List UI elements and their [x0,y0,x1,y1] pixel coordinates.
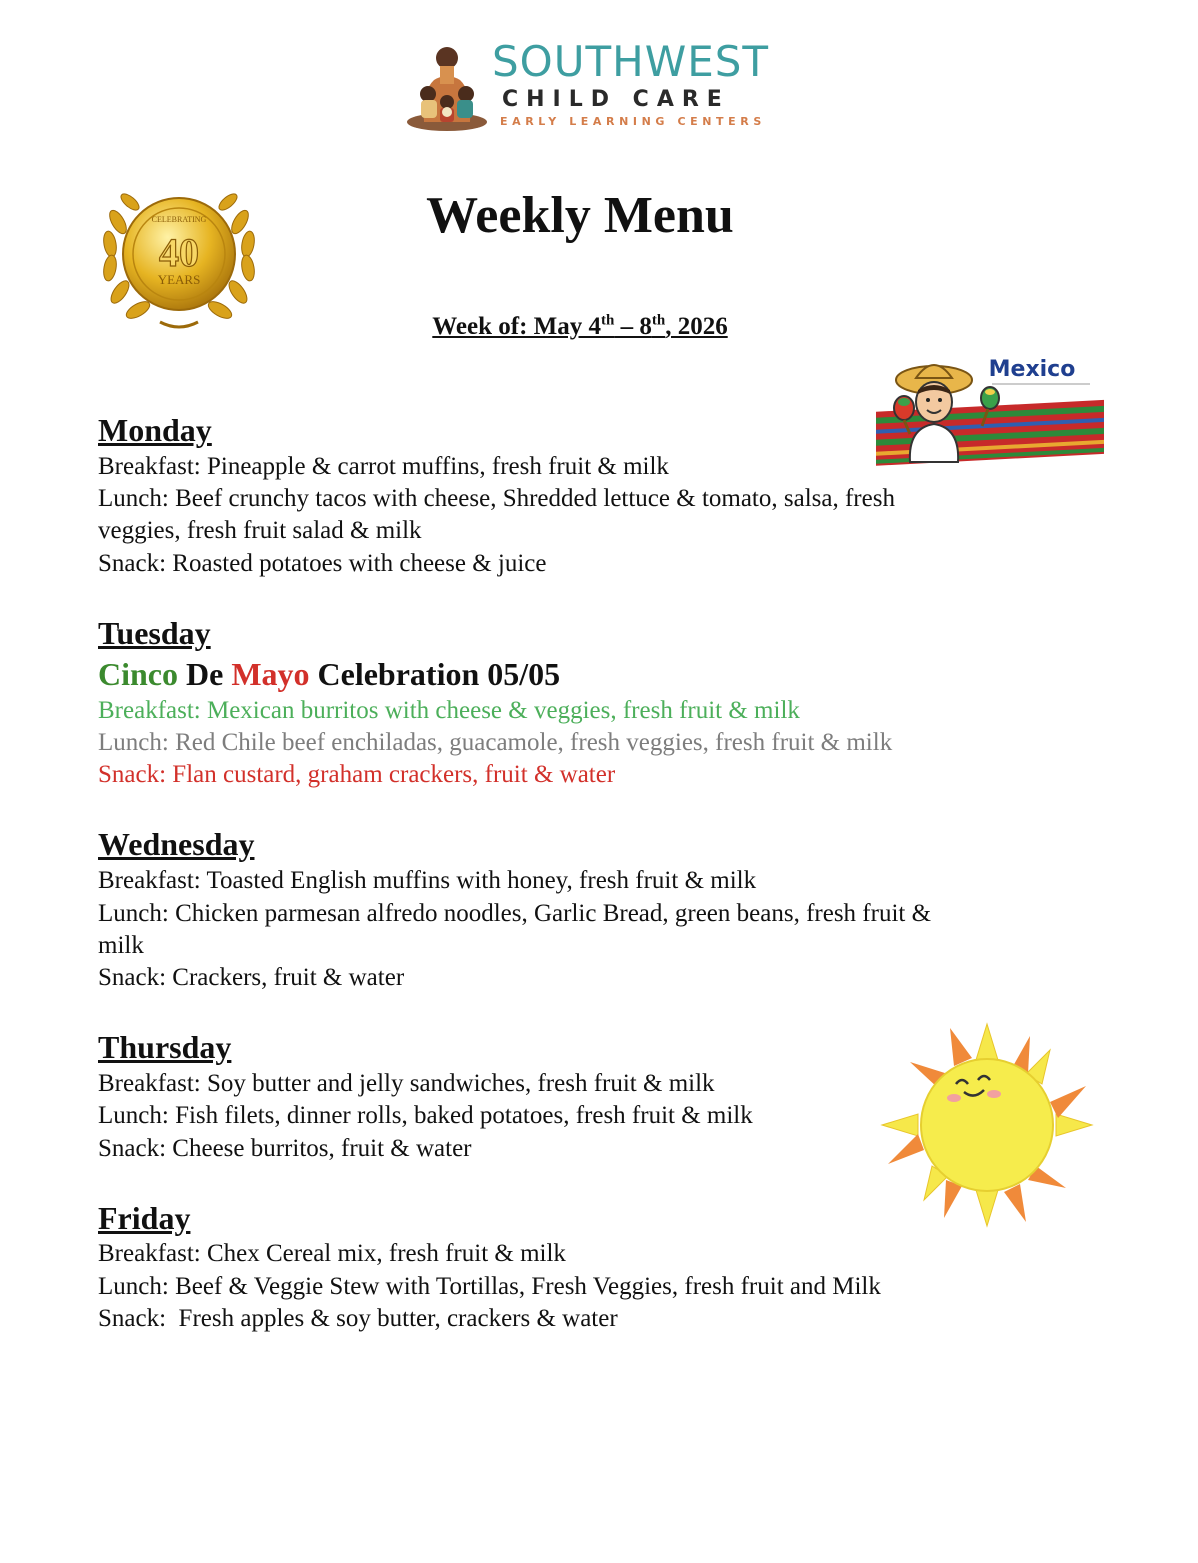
celebration-word-de: De [178,656,232,692]
week-superscript-2: th [651,312,666,329]
week-superscript-1: th [601,312,615,329]
southwest-child-care-logo [404,36,774,132]
friday-heading: Friday [98,1200,191,1236]
week-middle: – 8 [614,313,652,340]
week-of-dates [380,310,780,344]
friday-breakfast: Breakfast: Chex Cereal mix, fresh fruit & milk [98,1240,566,1267]
celebration-word-mayo: Mayo [231,656,310,692]
thursday-breakfast: Breakfast: Soy butter and jelly sandwiches, fresh fruit & milk [98,1070,715,1097]
wednesday-lunch-line-2: milk [98,932,144,959]
gold-laurel-medal-icon [100,182,258,334]
week-suffix: , 2026 [665,313,728,340]
logo-line-3: EARLY LEARNING CENTERS [500,115,766,128]
monday-snack: Snack: Roasted potatoes with cheese & juice [98,550,547,577]
wednesday-heading: Wednesday [98,826,255,862]
logo-line-2: CHILD CARE [502,87,730,112]
wednesday-breakfast: Breakfast: Toasted English muffins with honey, fresh fruit & milk [98,867,757,894]
monday-heading: Monday [98,412,212,448]
week-prefix: Week of: May 4 [432,313,602,340]
thursday-snack: Snack: Cheese burritos, fruit & water [98,1135,472,1162]
thursday-heading: Thursday [98,1029,232,1065]
monday-lunch-line-2: veggies, fresh fruit salad & milk [98,517,422,544]
monday-breakfast: Breakfast: Pineapple & carrot muffins, fresh fruit & milk [98,453,669,480]
friday-snack: Snack: Fresh apples & soy butter, crackers & water [98,1305,618,1332]
monday-lunch-line-1: Lunch: Beef crunchy tacos with cheese, Shredded lettuce & tomato, salsa, fresh [98,485,895,512]
celebration-word-cinco: Cinco [98,656,178,692]
children-figurine-icon [404,36,490,132]
tuesday-breakfast: Breakfast: Mexican burritos with cheese & veggies, fresh fruit & milk [98,697,800,724]
medal-number: 40 [159,230,199,275]
wednesday-snack: Snack: Crackers, fruit & water [98,964,405,991]
medal-top-text: CELEBRATING [151,215,207,224]
celebration-rest: Celebration 05/05 [309,656,561,692]
logo-line-1: SOUTHWEST [492,37,770,86]
medal-bottom-text: YEARS [157,272,201,287]
friday-lunch: Lunch: Beef & Veggie Stew with Tortillas, Fresh Veggies, fresh fruit and Milk [98,1273,881,1300]
tuesday-snack: Snack: Flan custard, graham crackers, fruit & water [98,761,616,788]
cinco-de-mayo-celebration [98,654,560,694]
thursday-lunch: Lunch: Fish filets, dinner rolls, baked potatoes, fresh fruit & milk [98,1102,753,1129]
mexico-label: Mexico [988,357,1076,382]
tuesday-heading: Tuesday [98,615,211,651]
page-title: Weekly Menu [426,187,734,244]
tuesday-lunch: Lunch: Red Chile beef enchiladas, guacamole, fresh veggies, fresh fruit & milk [98,729,893,756]
wednesday-lunch-line-1: Lunch: Chicken parmesan alfredo noodles, Garlic Bread, green beans, fresh fruit & [98,900,932,927]
week-of-text [432,313,727,340]
